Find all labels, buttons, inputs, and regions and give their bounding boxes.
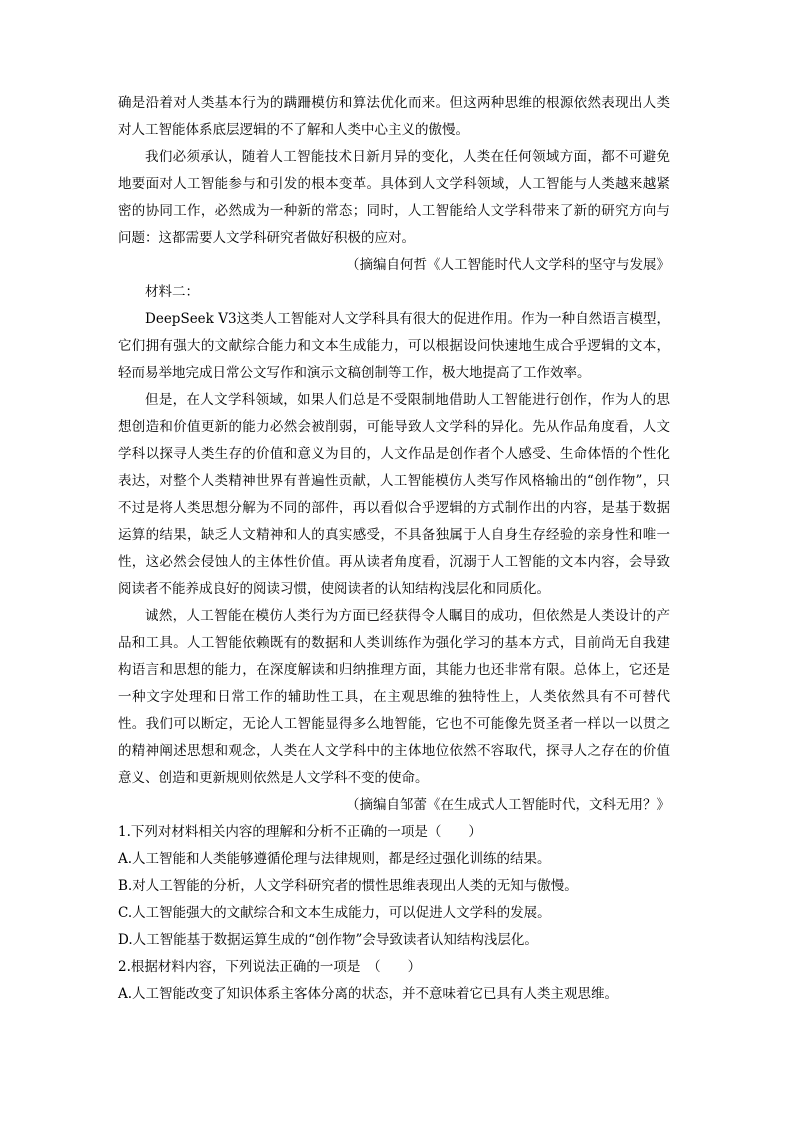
material-2-label: 材料二： bbox=[145, 284, 199, 300]
paragraph-continuation: 确是沿着对人类基本行为的蹒跚模仿和算法优化而来。但这两种思维的根源依然表现出人类对人工智能体系底层逻辑的不了解和人类中心主义的傲慢。 bbox=[118, 95, 670, 138]
question-1-stem: 1.下列对材料相关内容的理解和分析不正确的一项是（ ） bbox=[118, 824, 482, 840]
material-2-paragraph: 但是，在人文学科领域，如果人们总是不受限制地借助人工智能进行创作，作为人的思想创造和价值更新的能力必然会被削弱，可能导致人文学科的异化。先从作品角度看，人文学科以探寻人类生存的价值和意义为目的，人文作品是创作者个人感受、生命体悟的个性化表达，对整个人类精神世界有普遍性贡献，人工智能模仿人类写作风格输出的“创作物”，只不过是将人类思想分解为不同的部件，再以看似合乎逻辑的方式制作出的内容，是基于数据运算的结果，缺乏人文精神和人的真实感受，不具备独属于人自身生存经验的亲身性和唯一性，这必然会侵蚀人的主体性价值。再从读者角度看，沉溺于人工智能的文本内容，会导致阅读者不能养成良好的阅读习惯，使阅读者的认知结构浅层化和同质化。 bbox=[118, 392, 670, 597]
material-2-paragraph: 诚然，人工智能在模仿人类行为方面已经获得令人瞩目的成功，但依然是人类设计的产品和工具。人工智能依赖既有的数据和人类训练作为强化学习的基本方式，目前尚无自我建构语言和思想的能力，在深度解读和归纳推理方面，其能力也还非常有限。总体上，它还是一种文字处理和日常工作的辅助性工具，在主观思维的独特性上，人类依然具有不可替代性。我们可以断定，无论人工智能显得多么地智能，它也不可能像先贤圣者一样以一以贯之的精神阐述思想和观念，人类在人文学科中的主体地位依然不容取代，探寻人之存在的价值意义、创造和更新规则依然是人文学科不变的使命。 bbox=[118, 608, 670, 786]
material-2-paragraph: DeepSeek V3这类人工智能对人文学科具有很大的促进作用。作为一种自然语言模型，它们拥有强大的文献综合能力和文本生成能力，可以根据设问快速地生成合乎逻辑的文本，轻而易举地完成日常公文写作和演示文稿创制等工作，极大地提高了工作效率。 bbox=[118, 311, 670, 381]
document-page bbox=[118, 90, 670, 1008]
source-citation-2: （摘编自邹蕾《在生成式人工智能时代，文科无用？》 bbox=[346, 797, 670, 813]
question-1-option-d: D.人工智能基于数据运算生成的“创作物”会导致读者认知结构浅层化。 bbox=[118, 932, 538, 948]
paragraph: 我们必须承认，随着人工智能技术日新月异的变化，人类在任何领域方面，都不可避免地要面对人工智能参与和引发的根本变革。具体到人文学科领域，人工智能与人类越来越紧密的协同工作，必然成为一种新的常态；同时，人工智能给人文学科带来了新的研究方向与问题：这都需要人文学科研究者做好积极的应对。 bbox=[118, 149, 670, 246]
question-2-stem: 2.根据材料内容，下列说法正确的一项是 （ ） bbox=[118, 959, 422, 975]
question-1-option-c: C.人工智能强大的文献综合和文本生成能力，可以促进人文学科的发展。 bbox=[118, 905, 551, 921]
question-1-option-a: A.人工智能和人类能够遵循伦理与法律规则，都是经过强化训练的结果。 bbox=[118, 851, 551, 867]
question-2-option-a: A.人工智能改变了知识体系主客体分离的状态，并不意味着它已具有人类主观思维。 bbox=[118, 986, 619, 1002]
source-citation-1: （摘编自何哲《人工智能时代人文学科的坚守与发展》 bbox=[346, 257, 670, 273]
question-1-option-b: B.对人工智能的分析，人文学科研究者的惯性思维表现出人类的无知与傲慢。 bbox=[118, 878, 578, 894]
